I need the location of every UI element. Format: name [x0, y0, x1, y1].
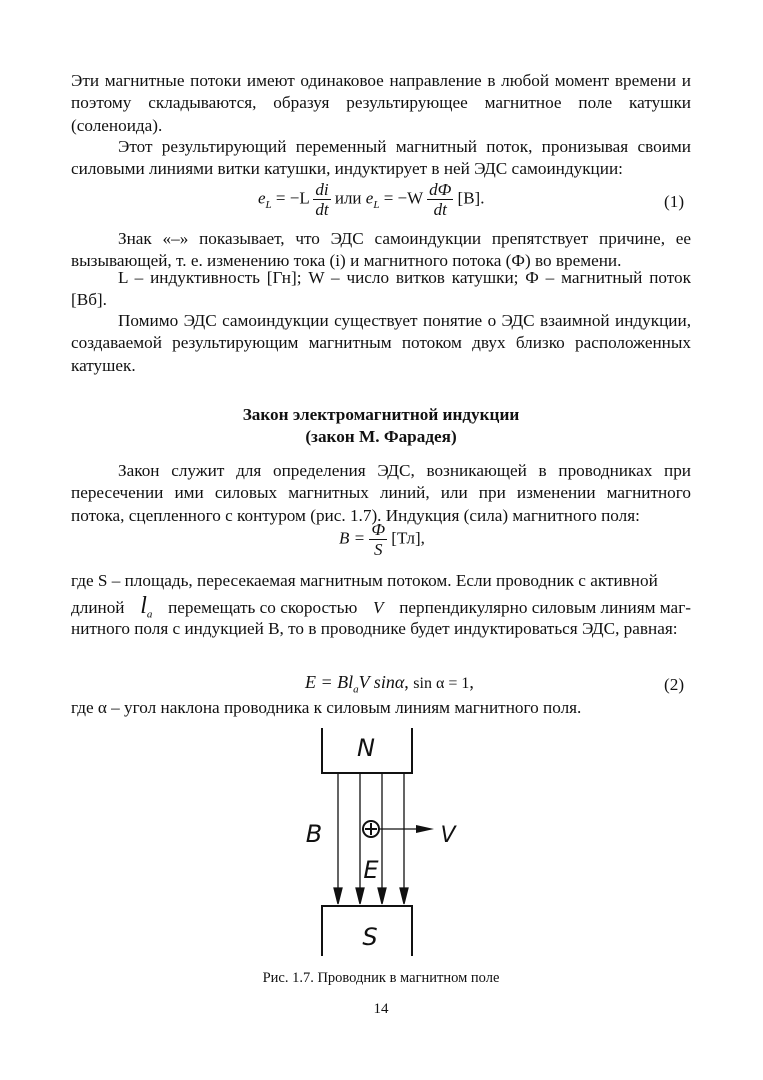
velocity-arrow-head — [416, 825, 434, 833]
eq1-fraction-dphi-dt — [427, 180, 453, 219]
equation-1-number: (1) — [664, 192, 685, 211]
paragraph-3: Знак «–» показывает, что ЭДС самоиндукции препятствует причине, ее вызывающей, т. е. изменению тока (i) и магнитного потока (Ф) во времени. — [71, 229, 691, 271]
equation-2-number: (2) — [664, 675, 685, 694]
eq2-part-1: E = Bl — [305, 672, 354, 692]
field-line-2-arrow — [356, 888, 364, 904]
eq2-sin-alpha: sin α = 1 — [413, 675, 470, 692]
paragraph-7-line-1: где S – площадь, пересекаемая магнитным потоком. Если проводник с активной — [71, 571, 658, 590]
field-lines — [334, 773, 408, 904]
var-l: l — [140, 593, 147, 619]
eqb-numerator: Ф — [371, 520, 386, 539]
section-heading-1: Закон электромагнитной индукции — [242, 405, 520, 424]
eq1-numerator-2: dФ — [429, 180, 452, 199]
paragraph-2: Этот результирующий переменный магнитный поток, пронизывая своими силовыми линиями витки катушки, индуктирует в ней ЭДС самоиндукции: — [71, 137, 691, 179]
var-l-sub: a — [146, 608, 153, 621]
field-line-4-arrow — [400, 888, 408, 904]
paragraph-4: L – индуктивность [Гн]; W – число витков катушки; Ф – магнитный поток [Вб]. — [71, 268, 691, 310]
eq1-unit: [В]. — [457, 188, 485, 208]
velocity-label: V — [440, 823, 456, 848]
eq1-e2: e — [365, 188, 374, 208]
eq2-tail: , — [469, 672, 474, 692]
eq1-fraction-di-dt — [313, 180, 330, 219]
eq1-minus-L: = −L — [275, 188, 310, 208]
field-line-1-arrow — [334, 888, 342, 904]
eqb-unit: [Тл], — [391, 528, 425, 548]
eq1-minus-W: = −W — [383, 188, 423, 208]
page-number: 14 — [373, 1001, 389, 1017]
paragraph-6: Закон служит для определения ЭДС, возникающей в проводниках при пересечении ими силовых магнитных линий, или при изменении магнитного потока, сцепленного с контуром (рис. 1.7). Индукция (сила) магнитного поля: — [71, 461, 691, 525]
eqb-lhs: B = — [339, 528, 366, 548]
paragraph-8: где α – угол наклона проводника к силовым линиям магнитного поля. — [71, 698, 582, 717]
figure-caption: Рис. 1.7. Проводник в магнитном поле — [262, 970, 500, 986]
var-V: V — [373, 598, 384, 617]
south-pole-label: S — [362, 923, 378, 951]
north-pole-label: N — [357, 734, 375, 762]
paragraph-1: Эти магнитные потоки имеют одинаковое направление в любой момент времени и поэтому складываются, образуя результирующее магнитное поле катушки (соленоида). — [71, 71, 691, 135]
p7-speed-words: перемещать со скоростью — [168, 598, 358, 617]
eq1-sub-L2: L — [373, 198, 380, 211]
eq2-separator: , — [404, 672, 409, 692]
p7-word-length: длиной — [71, 598, 125, 617]
eq1-sub-L: L — [265, 198, 272, 211]
equation-b — [339, 520, 425, 559]
emf-e-label: E — [363, 856, 379, 884]
eq2-part-2: V sinα — [358, 672, 405, 692]
paragraph-7-rest: нитного поля с индукцией B, то в проводнике будет индуктироваться ЭДС, равная: — [71, 619, 678, 638]
eq1-e: e — [258, 188, 266, 208]
eq1-connector: или — [334, 188, 362, 208]
equation-1 — [258, 180, 484, 219]
eqb-fraction — [369, 520, 387, 559]
field-b-label: B — [305, 820, 323, 848]
eq2-sub-a: a — [353, 683, 359, 696]
paragraph-5: Помимо ЭДС самоиндукции существует понятие о ЭДС взаимной индукции, создаваемой результирующим магнитным потоком двух близко расположенных катушек. — [71, 311, 691, 375]
eq1-denominator-2: dt — [433, 200, 447, 219]
field-line-3-arrow — [378, 888, 386, 904]
eq1-denominator: dt — [315, 200, 329, 219]
equation-2 — [305, 672, 474, 696]
figure-conductor-in-field — [300, 728, 500, 963]
eq1-numerator: di — [315, 180, 329, 199]
eqb-denominator: S — [373, 540, 383, 559]
section-heading-2: (закон М. Фарадея) — [305, 427, 457, 446]
p7-perp-words: перпендикулярно силовым линиям маг- — [399, 598, 691, 617]
